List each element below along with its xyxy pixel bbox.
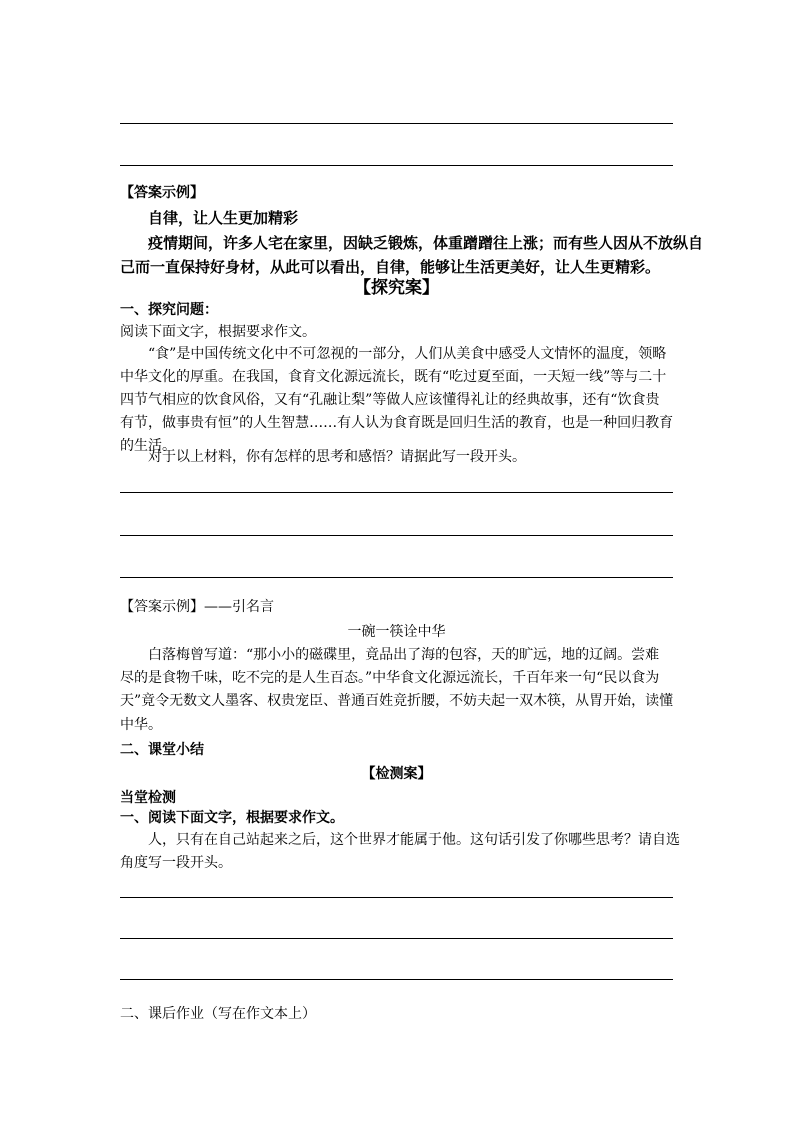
answer-example-label: 【答案示例】: [120, 185, 204, 201]
material-line: “食”是中国传统文化中不可忽视的一部分，人们从美食中感受人文情怀的温度，领略: [148, 346, 667, 362]
in-class-test-label: 当堂检测: [120, 790, 176, 806]
section-heading-summary: 二、课堂小结: [120, 742, 204, 758]
material-line: 中华文化的厚重。在我国，食育文化源远流长，既有“吃过夏至面，一天短一线”等与二十: [120, 369, 667, 385]
writing-line: [120, 165, 673, 166]
essay-title: 一碗一筷诠中华: [347, 624, 446, 640]
writing-line: [120, 123, 673, 124]
answer-example-line: 己而一直保持好身材，从此可以看出，自律，能够让生活更美好，让人生更精彩。: [120, 258, 661, 276]
writing-line: [120, 979, 673, 980]
essay-line: 白落梅曾写道：“那小小的磁碟里，竟品出了海的包容，天的旷远，地的辽阔。尝难: [148, 647, 660, 663]
test-prompt-line: 角度写一段开头。: [120, 855, 232, 871]
tanjiu-heading: 【探究案】: [354, 278, 439, 298]
question-text: 对于以上材料，你有怎样的思考和感悟？请据此写一段开头。: [148, 449, 526, 465]
writing-line: [120, 535, 673, 536]
material-line: 四节气相应的饮食风俗，又有“孔融让梨”等做人应该懂得礼让的经典故事，还有“饮食贵: [120, 392, 660, 408]
essay-line: 尽的是食物千味，吃不完的是人生百态。”中华食文化源远流长，千百年来一句“民以食为: [120, 670, 660, 686]
homework-heading: 二、课后作业（写在作文本上）: [120, 1006, 316, 1022]
answer-example-title: 自律，让人生更加精彩: [148, 209, 299, 227]
writing-line: [120, 938, 673, 939]
material-line: 的生活。: [120, 438, 176, 454]
writing-line: [120, 897, 673, 898]
essay-line: 中华。: [120, 717, 162, 733]
writing-line: [120, 492, 673, 493]
answer-example-line: 疫情期间，许多人宅在家里，因缺乏锻炼，体重蹭蹭往上涨；而有些人因从不放纵自: [148, 234, 704, 252]
section-heading-explore: 一、探究问题：: [120, 302, 218, 318]
essay-line: 天”竟令无数文人墨客、权贵宠臣、普通百姓竞折腰，不妨夫起一双木筷，从胃开始，读懂: [120, 693, 674, 709]
writing-line: [120, 577, 673, 578]
jiance-heading: 【检测案】: [361, 766, 432, 782]
test-item-heading: 一、阅读下面文字，根据要求作文。: [120, 810, 344, 826]
instruction-text: 阅读下面文字，根据要求作文。: [120, 324, 316, 340]
material-line: 有节，做事贵有恒”的人生智慧……有人认为食育既是回归生活的教育，也是一种回归教育: [120, 415, 674, 431]
test-prompt-line: 人，只有在自己站起来之后，这个世界才能属于他。这句话引发了你哪些思考？请自选: [148, 832, 680, 848]
answer-example-label: 【答案示例】——引名言: [120, 599, 274, 615]
